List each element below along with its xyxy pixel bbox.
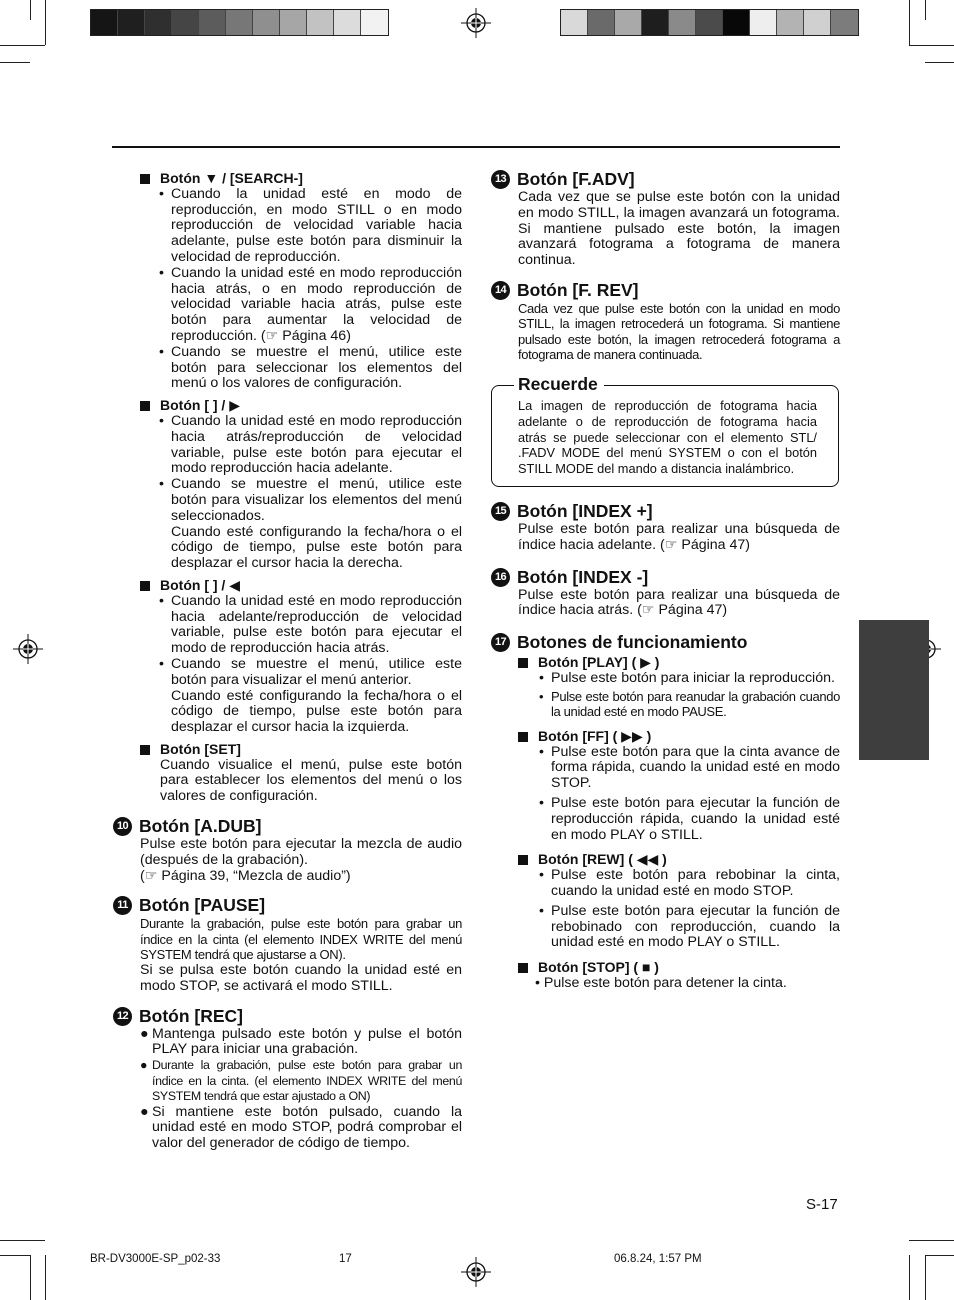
color-swatch: [588, 10, 615, 35]
footer-file: BR-DV3000E-SP_p02-33: [90, 1253, 221, 1265]
list-item-continued: Cuando esté configurando la fecha/hora o el código de tiempo, pulse este botón para desplazar el cursor hacia la derecha.: [171, 523, 462, 572]
color-swatch: [253, 10, 280, 35]
set-button-text: Cuando visualice el menú, pulse este botón para establecer los elementos del menú o los valores de configuración.: [160, 756, 462, 805]
color-swatch: [804, 10, 831, 35]
page-number: S-17: [806, 1196, 838, 1213]
side-tab: [859, 620, 929, 760]
operation-heading: 17 Botones de funcionamiento: [491, 631, 840, 653]
color-bar-right: [560, 9, 859, 36]
frev-text: Cada vez que pulse este botón con la unidad en modo STILL, la imagen retrocederá un fotograma. Si mantiene pulsado este botón, la imagen retrocederá fotograma a fotograma de manera continuada.: [518, 300, 840, 363]
left-column: [116, 170, 462, 1152]
rec-heading: 12 Botón [REC]: [113, 1005, 462, 1027]
recuerde-text: La imagen de reproducción de fotograma hacia adelante o de reproducción de fotograma hacia atrás se puede seleccionar con el elemento STL/ .FADV MODE del menú SYSTEM o con el botón STILL MODE del mando a distancia inalámbrico.: [518, 398, 817, 477]
color-swatch: [642, 10, 669, 35]
color-swatch: [750, 10, 777, 35]
stop-button-text: • Pulse este botón para detener la cinta.: [535, 974, 787, 991]
color-swatch: [561, 10, 588, 35]
adub-text: Pulse este botón para ejecutar la mezcla de audio (después de la grabación).: [140, 836, 462, 868]
pause-heading: 11 Botón [PAUSE]: [113, 894, 462, 916]
list-item: • Pulse este botón para reanudar la grabación cuando la unidad esté en modo PAUSE.: [539, 688, 840, 720]
right-button-title: Botón [ ] / ▶: [140, 398, 462, 414]
search-button-title: Botón ▼ / [SEARCH-]: [140, 171, 462, 187]
index-minus-heading: 16 Botón [INDEX -]: [491, 566, 840, 588]
ff-button-title: Botón [FF] ( ▶▶ ): [518, 729, 840, 745]
color-swatch: [307, 10, 334, 35]
color-swatch: [723, 10, 750, 35]
registration-mark-top: [461, 8, 491, 38]
color-swatch: [615, 10, 642, 35]
list-item: • Pulse este botón para rebobinar la cinta, cuando la unidad esté en modo STOP.: [539, 867, 840, 899]
list-item: • Cuando la unidad esté en modo reproducción hacia atrás, o en modo reproducción de velocidad variable hacia atrás, pulse este botón para aumentar la velocidad de reproducción. (☞ Página 46): [159, 264, 462, 344]
color-swatch: [696, 10, 723, 35]
color-swatch: [777, 10, 804, 35]
pause-text-1: Durante la grabación, pulse este botón para grabar un índice en la cinta (el elemento INDEX WRITE del menú SYSTEM tendrá que ajustarse a ON).: [140, 916, 462, 963]
color-swatch: [361, 10, 388, 35]
right-column-top: [491, 168, 840, 363]
color-swatch: [118, 10, 145, 35]
registration-mark-left: [13, 634, 43, 664]
header-rule: [112, 146, 840, 148]
footer-date: 06.8.24, 1:57 PM: [614, 1253, 702, 1265]
fadv-heading: 13 Botón [F.ADV]: [491, 168, 840, 190]
index-minus-text: Pulse este botón para realizar una búsqueda de índice hacia atrás. (☞ Página 47): [518, 586, 840, 619]
list-item: • Cuando la unidad esté en modo reproducción hacia atrás/reproducción de velocidad variable, pulse este botón para ejecutar el modo reproducción hacia adelante.: [159, 412, 462, 477]
list-item: • Cuando la unidad esté en modo reproducción hacia adelante/reproducción de velocidad variable, pulse este botón para ejecutar el modo de reproducción hacia atrás.: [159, 592, 462, 657]
list-item: • Pulse este botón para ejecutar la función de rebobinado con reproducción, cuando la unidad esté en modo PLAY o STILL.: [539, 902, 840, 951]
adub-ref: (☞ Página 39, “Mezcla de audio”): [140, 867, 351, 884]
stop-button-title: Botón [STOP] ( ■ ): [518, 960, 840, 976]
list-item: • Cuando se muestre el menú, utilice este botón para visualizar los elementos del menú seleccionados.: [159, 476, 462, 524]
color-swatch: [280, 10, 307, 35]
color-swatch: [669, 10, 696, 35]
color-bar-left: [90, 9, 389, 36]
index-plus-heading: 15 Botón [INDEX +]: [491, 500, 840, 522]
color-swatch: [145, 10, 172, 35]
list-item: • Cuando la unidad esté en modo de reproducción, en modo STILL o en modo reproducción de velocidad variable hacia adelante, pulse este botón para disminuir la velocidad de reproducción.: [159, 185, 462, 265]
set-button-title: Botón [SET]: [140, 742, 462, 758]
play-button-title: Botón [PLAY] ( ▶ ): [518, 655, 840, 671]
rew-button-title: Botón [REW] ( ◀◀ ): [518, 852, 840, 868]
list-item: • Pulse este botón para iniciar la reproducción.: [539, 669, 835, 686]
color-swatch: [226, 10, 253, 35]
footer-page: 17: [339, 1253, 352, 1265]
list-item: ● Mantenga pulsado este botón y pulse el botón PLAY para iniciar una grabación.: [140, 1025, 462, 1058]
adub-heading: 10 Botón [A.DUB]: [113, 815, 462, 837]
list-item: • Pulse este botón para que la cinta avance de forma rápida, cuando la unidad esté en modo STOP.: [539, 743, 840, 792]
left-button-title: Botón [ ] / ◀: [140, 578, 462, 594]
list-item-continued: Cuando esté configurando la fecha/hora o el código de tiempo, pulse este botón para desplazar el cursor hacia la izquierda.: [171, 687, 462, 736]
frev-heading: 14 Botón [F. REV]: [491, 279, 840, 301]
color-swatch: [91, 10, 118, 35]
right-column-bottom: [491, 500, 840, 992]
recuerde-title: Recuerde: [514, 374, 604, 395]
color-swatch: [831, 10, 858, 35]
list-item: • Cuando se muestre el menú, utilice este botón para visualizar el menú anterior.: [159, 655, 462, 688]
list-item: • Cuando se muestre el menú, utilice este botón para seleccionar los elementos del menú o los valores de configuración.: [159, 343, 462, 392]
pause-text-2: Si se pulsa este botón cuando la unidad esté en modo STOP, se activará el modo STILL.: [140, 961, 462, 994]
list-item: ● Si mantiene este botón pulsado, cuando la unidad esté en modo STOP, podrá comprobar el valor del generador de código de tiempo.: [140, 1103, 462, 1152]
index-plus-text: Pulse este botón para realizar una búsqueda de índice hacia adelante. (☞ Página 47): [518, 521, 840, 553]
color-swatch: [172, 10, 199, 35]
list-item: ● Durante la grabación, pulse este botón para grabar un índice en la cinta. (el elemento INDEX WRITE del menú SYSTEM tendrá que estar ajustado a ON): [140, 1058, 462, 1104]
color-swatch: [199, 10, 226, 35]
list-item: • Pulse este botón para ejecutar la función de reproducción rápida, cuando la unidad esté en modo PLAY o STILL.: [539, 794, 840, 843]
registration-mark-bottom: [461, 1257, 491, 1287]
color-swatch: [334, 10, 361, 35]
fadv-text: Cada vez que se pulse este botón con la unidad en modo STILL, la imagen avanzará un fotograma. Si mantiene pulsado este botón, la imagen avanzará fotograma a fotograma de manera continua.: [518, 189, 840, 269]
